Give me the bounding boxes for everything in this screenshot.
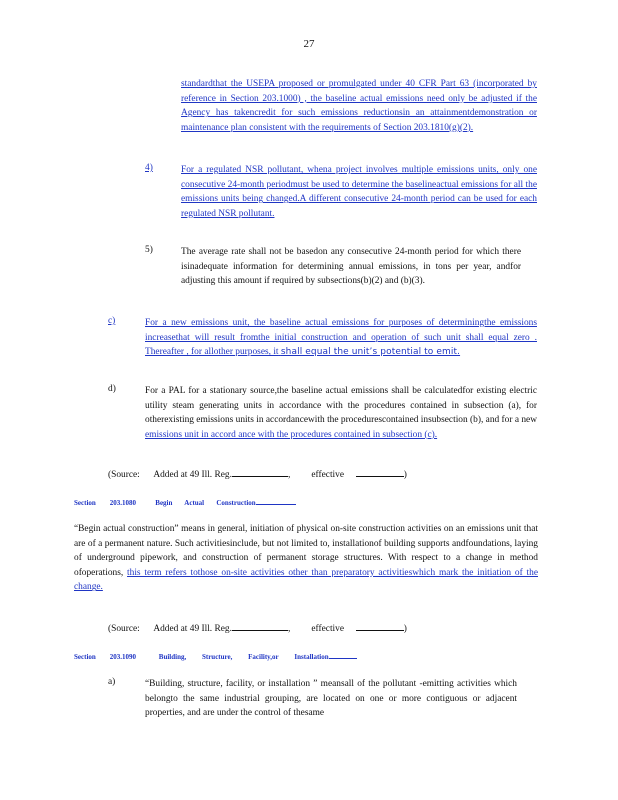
item-5-label: 5)	[145, 245, 153, 255]
heading-word: Actual	[184, 499, 205, 507]
register-blank	[232, 621, 288, 631]
heading-underline	[329, 652, 357, 659]
heading-word: Installation	[294, 653, 329, 661]
heading-number: 203.1090	[109, 653, 137, 661]
item-d-body: For a PAL for a stationary source,the baseline actual emissions shall be calculatedfor existing electric utility steam generating units in accordance with the procedures contained in subsection (a), for otherexisting emissions units in accordancewith the procedurescontained insubsection (b), and for a new	[145, 386, 537, 426]
item-a-label: a)	[108, 677, 116, 687]
source-close: )	[403, 624, 407, 634]
source-added: Added at 49 Ill. Reg.	[153, 624, 232, 634]
register-blank	[232, 467, 288, 477]
item-d-underlined: emissions unit in accord ance with the procedures contained in subsection (c).	[145, 429, 438, 440]
source-effective: effective	[311, 624, 345, 634]
heading-word: Facility,or	[248, 653, 279, 661]
item-c-label: c)	[108, 316, 116, 326]
item-c-bold-line: shall equal the unit’s potential to emit.	[280, 347, 461, 358]
section-1080-body-underlined: this term refers tothose on-site activities other than preparatory activitieswhich mark the initiation of the change.	[74, 567, 538, 593]
item-a-text: “Building, structure, facility, or installation ” meansall of the pollutant -emitting activities which belongto the same industrial grouping, are located on one or more contiguous or adjacent properties, and are under the control of thesame	[145, 679, 517, 719]
item-c-text	[145, 316, 537, 360]
paragraph-g-continuation: standardthat the USEPA proposed or promulgated under 40 CFR Part 63 (incorporated by reference in Section 203.1000) , the baseline actual emissions need only be adjusted if the Agency has takencredit for such emissions reductionsin an attainmentdemonstration or maintenance plan consistent with the requirements of Section 203.1810(g)(2).	[181, 79, 537, 133]
heading-word: Building,	[158, 653, 187, 661]
item-d-text	[145, 384, 537, 442]
heading-number: 203.1080	[109, 499, 137, 507]
section-1080-body	[74, 522, 538, 595]
source-close: )	[403, 470, 407, 480]
item-5-text: The average rate shall not be basedon any consecutive 24-month period for which there isinadequate information for determining annual emissions, in tons per year, andfor adjusting this amount if required by subsections(b)(2) and (b)(3).	[181, 247, 521, 287]
item-4-text: For a regulated NSR pollutant, whena project involves multiple emissions units, only one consecutive 24-month periodmust be used to determine the baselineactual emissions for all the emissions units being changed.A different consecutive 24-month period can be used for each regulated NSR pollutant.	[181, 165, 537, 219]
date-blank	[356, 621, 404, 631]
page-number: 27	[303, 38, 315, 50]
source-line-1: (Source: Added at 49 Ill. Reg. , effective )	[108, 467, 407, 480]
item-4-label: 4)	[145, 163, 153, 173]
heading-word: Structure,	[201, 653, 233, 661]
source-prefix: (Source:	[108, 624, 140, 634]
source-added: Added at 49 Ill. Reg.	[153, 470, 232, 480]
section-1090-heading	[74, 652, 357, 661]
heading-word: Section	[74, 653, 96, 661]
heading-word: Construction	[216, 499, 256, 507]
item-d-label: d)	[108, 384, 116, 394]
section-1080-heading	[74, 498, 296, 507]
source-prefix: (Source:	[108, 470, 140, 480]
source-line-2: (Source: Added at 49 Ill. Reg. , effective )	[108, 621, 407, 634]
heading-underline	[256, 498, 296, 505]
item-c-body: For a new emissions unit, the baseline actual emissions for purposes of determiningthe emissions increasethat will result fromthe initial construction and operation of such unit shall equal zero . Thereafter , for allother purposes, it	[145, 318, 537, 358]
section-1080-body-plain: “Begin actual construction” means in general, initiation of physical on-site construction activities on an emissions unit that are of a permanent nature. Such activitiesinclude, but not limited to, installationof building supports andfoundations, laying of underground pipework, and construction of permanent storage structures. With respect to a change in method ofoperations,	[74, 524, 538, 578]
date-blank	[356, 467, 404, 477]
heading-word: Begin	[155, 499, 173, 507]
heading-word: Section	[74, 499, 96, 507]
source-effective: effective	[311, 470, 345, 480]
